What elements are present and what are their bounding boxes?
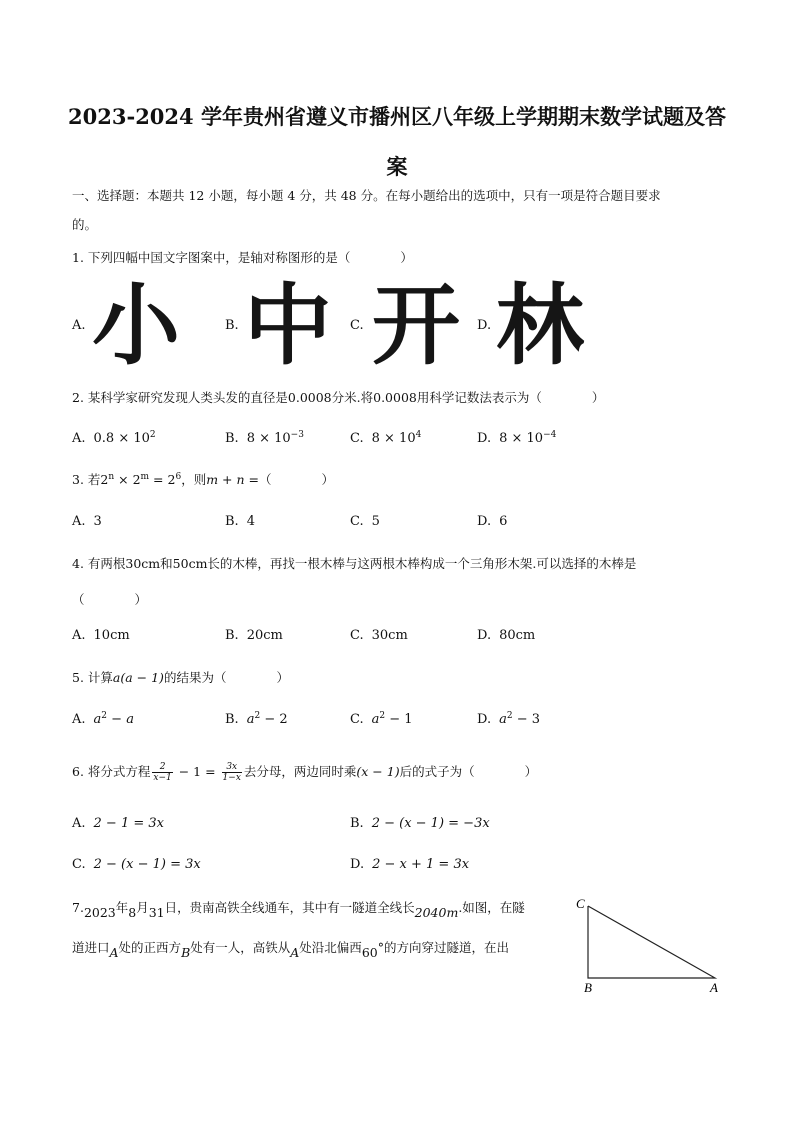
q4-option-d: D. 80cm xyxy=(477,628,536,643)
q6-option-c: C. 2 − (x − 1) = 3x xyxy=(72,857,201,872)
question-2-stem: 2. 某科学家研究发现人类头发的直径是0.0008分米.将0.0008用科学记数法表示为（ ） xyxy=(72,390,605,405)
q1-option-c-glyph: 开 xyxy=(372,274,461,377)
q4-option-a: A. 10cm xyxy=(72,628,130,643)
label-b: B xyxy=(584,980,592,995)
q6-option-a: A. 2 − 1 = 3x xyxy=(72,816,164,831)
page-title xyxy=(40,92,754,192)
triangle-figure xyxy=(570,892,730,996)
fraction-1: $\frac{2}{x-1}$ xyxy=(153,762,172,783)
q2-option-c: C. $8 \times 10^4$ xyxy=(350,430,422,446)
section-header-line-2: 的。 xyxy=(72,217,98,232)
q1-option-d-label: D. xyxy=(477,318,492,333)
q4-option-c: C. 30cm xyxy=(350,628,408,643)
question-4-stem: 4. 有两根30cm和50cm长的木棒，再找一根木棒与这两根木棒构成一个三角形木架.可以选择的木棒是 xyxy=(72,556,637,571)
q2-option-a: A. $0.8 \times 10^2$ xyxy=(72,430,156,446)
q6-option-b: B. 2 − (x − 1) = −3x xyxy=(350,816,490,831)
label-a: A xyxy=(710,980,718,995)
q5-option-b: B. $a^2 - 2$ xyxy=(225,711,288,727)
question-7-line-1: 7.2023年8月31日，贵南高铁全线通车，其中有一隧道全线长2040m.如图，在隧 xyxy=(72,900,525,920)
section-header-line-1: 一、选择题：本题共 12 小题，每小题 4 分，共 48 分。在每小题给出的选项中，只有一项是符合题目要求 xyxy=(72,188,661,203)
q3-option-d: D. 6 xyxy=(477,514,508,529)
q1-option-a-glyph: 小 xyxy=(92,274,181,377)
q1-option-c-label: C. xyxy=(350,318,364,333)
title-line-1: 2023-2024 学年贵州省遵义市播州区八年级上学期期末数学试题及答 xyxy=(68,104,726,129)
q5-option-a: A. $a^2 - a$ xyxy=(72,711,134,727)
question-5-stem: 5. 计算a(a − 1)的结果为（ ） xyxy=(72,670,289,685)
question-7-line-2: 道进口A处的正西方B处有一人，高铁从A处沿北偏西60°的方向穿过隧道，在出 xyxy=(72,940,509,960)
triangle-outline xyxy=(588,906,715,978)
label-c: C xyxy=(576,896,585,911)
q3-option-c: C. 5 xyxy=(350,514,380,529)
question-3-stem: 3. 若$2^n \times 2^m = 2^6$，则m + n =（ ） xyxy=(72,472,334,487)
q5-option-d: D. $a^2 - 3$ xyxy=(477,711,541,727)
question-4-stem-2: （ ） xyxy=(72,592,148,607)
q2-option-b: B. $8 \times 10^{-3}$ xyxy=(225,430,304,446)
q3-option-a: A. 3 xyxy=(72,514,102,529)
q1-option-b-label: B. xyxy=(225,318,239,333)
q5-option-c: C. $a^2 - 1$ xyxy=(350,711,413,727)
q1-option-a-label: A. xyxy=(72,318,86,333)
q1-option-d-glyph: 林 xyxy=(496,274,585,377)
q6-option-d: D. 2 − x + 1 = 3x xyxy=(350,857,470,872)
title-line-2: 案 xyxy=(386,154,408,179)
q4-option-b: B. 20cm xyxy=(225,628,283,643)
fraction-2: $\frac{3x}{1-x}$ xyxy=(222,762,241,783)
q3-option-b: B. 4 xyxy=(225,514,255,529)
question-6-stem: 6. 将分式方程 $\frac{2}{x-1}$ − 1 = $\frac{3x}{1-x}$ 去分母，两边同时乘(x − 1)后的式子为（ ） xyxy=(72,762,538,783)
q1-option-b-glyph: 中 xyxy=(244,274,333,377)
q2-option-d: D. $8 \times 10^{-4}$ xyxy=(477,430,557,446)
question-1-stem: 1. 下列四幅中国文字图案中，是轴对称图形的是（ ） xyxy=(72,250,413,265)
